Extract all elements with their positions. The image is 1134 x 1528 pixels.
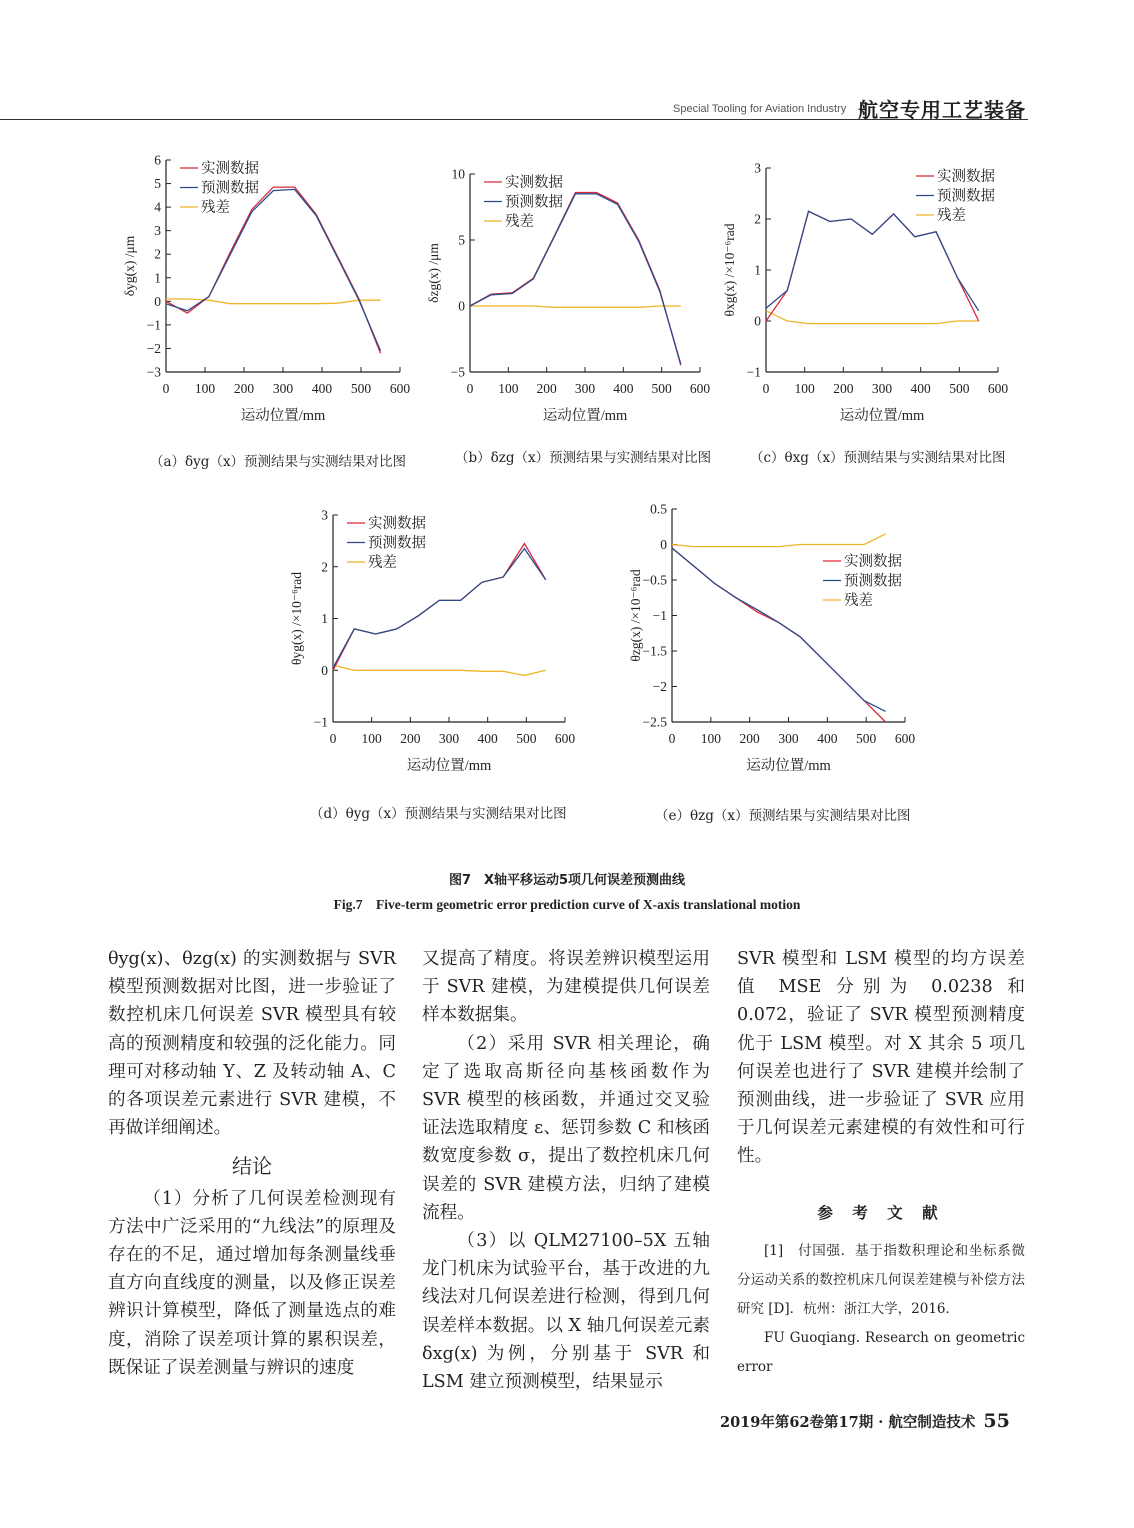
caption-a: （a）δyg（x）预测结果与实测结果对比图 xyxy=(150,454,407,470)
y-tick-label: 6 xyxy=(154,152,161,168)
col1-paragraph-1: θyg(x)、θzg(x) 的实测数据与 SVR 模型预测数据对比图，进一步验证了数控机床几何误差 SVR 模型具有较高的预测精度和较强的泛化能力。同理可对移动轴 Y、Z 及转动轴 A、C 的各项误差元素进行 SVR 建模，不再做详细阐述。 xyxy=(108,949,396,1139)
y-tick-label: 1 xyxy=(154,270,161,286)
page-footer xyxy=(720,1410,1010,1432)
y-tick-label: −0.5 xyxy=(642,572,667,588)
legend-label: 预测数据 xyxy=(505,194,563,211)
series-line-residual xyxy=(470,306,681,307)
caption-d: （d）θyg（x）预测结果与实测结果对比图 xyxy=(310,806,567,822)
series-line-predicted xyxy=(766,211,979,310)
legend-label: 预测数据 xyxy=(937,188,995,205)
x-tick-label: 0 xyxy=(329,731,337,746)
x-axis-label: 运动位置/mm xyxy=(542,408,628,424)
header-journal-cn: 航空专用工艺装备 xyxy=(858,98,1026,122)
y-tick-label: 0 xyxy=(321,662,328,678)
col2-paragraph-3: （3）以 QLM27100–5X 五轴龙门机床为试验平台，基于改进的九线法对几何误差进行检测，得到几何误差样本数据。以 X 轴几何误差元素 δxg(x) 为例，分别基于 SVR 和 LSM 建立预测模型，结果显示 xyxy=(422,1231,710,1393)
x-tick-label: 200 xyxy=(536,381,557,396)
y-axis-label: δzg(x) /μm xyxy=(426,243,441,303)
x-tick-label: 200 xyxy=(233,381,255,396)
x-tick-label: 500 xyxy=(651,381,672,396)
legend-label: 实测数据 xyxy=(937,169,995,185)
legend-label: 残差 xyxy=(937,208,966,224)
x-tick-label: 0 xyxy=(466,381,474,396)
chart-4 xyxy=(289,508,575,775)
x-tick-label: 300 xyxy=(778,731,799,746)
x-tick-label: 400 xyxy=(817,731,838,746)
y-tick-label: 2 xyxy=(754,211,761,227)
y-tick-label: −2 xyxy=(652,679,667,694)
figure-title-en: Fig.7 Five-term geometric error prediction curve of X-axis translational motion xyxy=(333,897,801,912)
x-tick-label: 400 xyxy=(477,731,498,746)
x-tick-label: 0 xyxy=(762,381,770,396)
legend-label: 残差 xyxy=(505,214,534,230)
x-tick-label: 600 xyxy=(894,731,916,746)
series-line-predicted xyxy=(333,549,546,668)
x-tick-label: 200 xyxy=(833,381,854,396)
chart-3 xyxy=(722,161,1008,425)
y-tick-label: 0.5 xyxy=(650,501,667,517)
figure-title-cn: 图7 X轴平移运动5项几何误差预测曲线 xyxy=(448,873,686,888)
x-tick-label: 300 xyxy=(438,731,460,746)
x-tick-label: 600 xyxy=(389,381,411,396)
x-axis-label: 运动位置/mm xyxy=(746,758,831,774)
y-tick-label: 3 xyxy=(754,160,761,176)
header-journal-en: Special Tooling for Aviation Industry xyxy=(673,103,847,115)
x-tick-label: 200 xyxy=(739,731,760,746)
y-tick-label: −1 xyxy=(146,317,161,333)
x-tick-label: 400 xyxy=(613,381,634,396)
x-tick-label: 300 xyxy=(574,381,596,396)
col1-paragraph-2: （1）分析了几何误差检测现有方法中广泛采用的“九线法”的原理及存在的不足，通过增加每条测量线垂直方向直线度的测量，以及修正误差辨识计算模型，降低了测量选点的难度，消除了误差项计算的累积误差，既保证了误差测量与辨识的速度 xyxy=(108,1188,396,1378)
series-line-residual xyxy=(766,311,979,324)
y-tick-label: 0 xyxy=(754,313,761,329)
y-tick-label: 3 xyxy=(154,223,161,239)
y-tick-label: 0 xyxy=(660,537,667,552)
caption-c: （c）θxg（x）预测结果与实测结果对比图 xyxy=(750,450,1006,466)
conclusion-heading: 结论 xyxy=(232,1154,272,1179)
y-tick-label: 0 xyxy=(458,298,465,314)
col2-paragraph-1: 又提高了精度。将误差辨识模型运用于 SVR 建模，为建模提供几何误差样本数据集。 xyxy=(422,949,710,1026)
y-tick-label: −3 xyxy=(146,364,161,380)
legend-label: 实测数据 xyxy=(844,554,902,570)
column-1 xyxy=(108,945,396,1382)
x-tick-label: 0 xyxy=(668,731,676,746)
y-tick-label: 2 xyxy=(154,246,161,262)
x-axis-label: 运动位置/mm xyxy=(839,408,925,424)
y-tick-label: 1 xyxy=(321,611,328,626)
y-axis-label: δyg(x) /μm xyxy=(122,235,137,297)
y-tick-label: 2 xyxy=(321,559,328,575)
caption-e: （e）θzg（x）预测结果与实测结果对比图 xyxy=(655,808,911,824)
y-axis-label: θyg(x) /×10⁻⁶rad xyxy=(289,571,304,666)
legend-label: 实测数据 xyxy=(201,161,259,177)
x-tick-label: 100 xyxy=(794,381,815,396)
chart-2 xyxy=(426,167,710,425)
y-tick-label: −1 xyxy=(652,608,667,623)
caption-b: （b）δzg（x）预测结果与实测结果对比图 xyxy=(455,450,712,466)
y-tick-label: 0 xyxy=(154,293,161,309)
y-tick-label: 3 xyxy=(321,507,328,523)
x-tick-label: 500 xyxy=(856,731,877,746)
col2-paragraph-2: （2）采用 SVR 相关理论，确定了选取高斯径向基核函数作为 SVR 模型的核函数，并通过交叉验证法选取精度 ε、惩罚参数 C 和核函数宽度参数 σ，提出了数控机床几何误差的 SVR 建模方法，归纳了建模流程。 xyxy=(422,1033,710,1223)
legend-label: 实测数据 xyxy=(368,516,426,532)
x-tick-label: 500 xyxy=(516,731,537,746)
y-tick-label: −2.5 xyxy=(642,714,667,730)
footer-journal: 2019年第62卷第17期 · 航空制造技术 xyxy=(720,1414,976,1431)
series-line-measured xyxy=(766,211,979,321)
y-tick-label: −1.5 xyxy=(642,643,667,659)
y-axis-label: θzg(x) /×10⁻⁶rad xyxy=(628,569,643,662)
x-tick-label: 600 xyxy=(987,381,1009,396)
legend-label: 实测数据 xyxy=(505,175,563,191)
x-axis-label: 运动位置/mm xyxy=(406,758,492,774)
series-line-measured xyxy=(470,193,681,366)
x-tick-label: 400 xyxy=(910,381,931,396)
series-line-predicted xyxy=(166,189,381,350)
x-tick-label: 500 xyxy=(949,381,970,396)
x-tick-label: 500 xyxy=(350,381,372,396)
y-tick-label: −1 xyxy=(746,364,761,380)
legend-label: 残差 xyxy=(201,200,230,216)
page-number: 55 xyxy=(983,1410,1010,1432)
column-2 xyxy=(422,945,710,1396)
reference-1-cn: [1] 付国强．基于指数积理论和坐标系微分运动关系的数控机床几何误差建模与补偿方法研究 [D]．杭州：浙江大学，2016． xyxy=(737,1242,1025,1317)
y-axis-label: θxg(x) /×10⁻⁶rad xyxy=(722,223,737,317)
legend-label: 预测数据 xyxy=(844,573,902,590)
reference-1-en: FU Guoqiang. Research on geometric error xyxy=(737,1329,1025,1375)
x-tick-label: 300 xyxy=(871,381,893,396)
y-tick-label: 4 xyxy=(154,199,161,215)
references-heading: 参 考 文 献 xyxy=(817,1203,945,1222)
y-tick-label: −5 xyxy=(450,364,465,380)
x-tick-label: 600 xyxy=(689,381,711,396)
x-tick-label: 100 xyxy=(194,381,216,396)
y-tick-label: −1 xyxy=(313,714,328,730)
x-tick-label: 100 xyxy=(700,731,721,746)
series-line-predicted xyxy=(672,548,886,711)
y-tick-label: 5 xyxy=(458,232,465,248)
chart-5 xyxy=(628,502,915,775)
col3-paragraph-1: SVR 模型和 LSM 模型的均方误差值 MSE 分别为 0.0238 和 0.072，验证了 SVR 模型预测精度优于 LSM 模型。对 X 其余 5 项几何误差也进行了 SVR 建模并绘制了预测曲线，进一步验证了 SVR 应用于几何误差元素建模的有效性和可行性。 xyxy=(737,949,1025,1167)
x-tick-label: 400 xyxy=(311,381,333,396)
x-tick-label: 100 xyxy=(498,381,519,396)
y-tick-label: 5 xyxy=(154,176,161,192)
x-tick-label: 0 xyxy=(162,381,170,396)
y-tick-label: −2 xyxy=(146,340,161,356)
x-tick-label: 100 xyxy=(361,731,382,746)
legend-label: 预测数据 xyxy=(368,535,426,552)
series-line-predicted xyxy=(470,194,681,364)
chart-1 xyxy=(122,153,410,425)
x-tick-label: 300 xyxy=(272,381,294,396)
x-tick-label: 600 xyxy=(554,731,576,746)
x-tick-label: 200 xyxy=(400,731,421,746)
series-line-residual xyxy=(333,665,546,675)
legend-label: 残差 xyxy=(368,555,397,571)
y-tick-label: 10 xyxy=(451,166,465,182)
y-tick-label: 1 xyxy=(754,262,761,278)
series-line-residual xyxy=(672,534,886,547)
x-axis-label: 运动位置/mm xyxy=(240,408,326,424)
series-line-measured xyxy=(166,187,381,353)
legend-label: 残差 xyxy=(844,593,873,609)
legend-label: 预测数据 xyxy=(201,180,259,197)
column-3 xyxy=(737,945,1025,1382)
